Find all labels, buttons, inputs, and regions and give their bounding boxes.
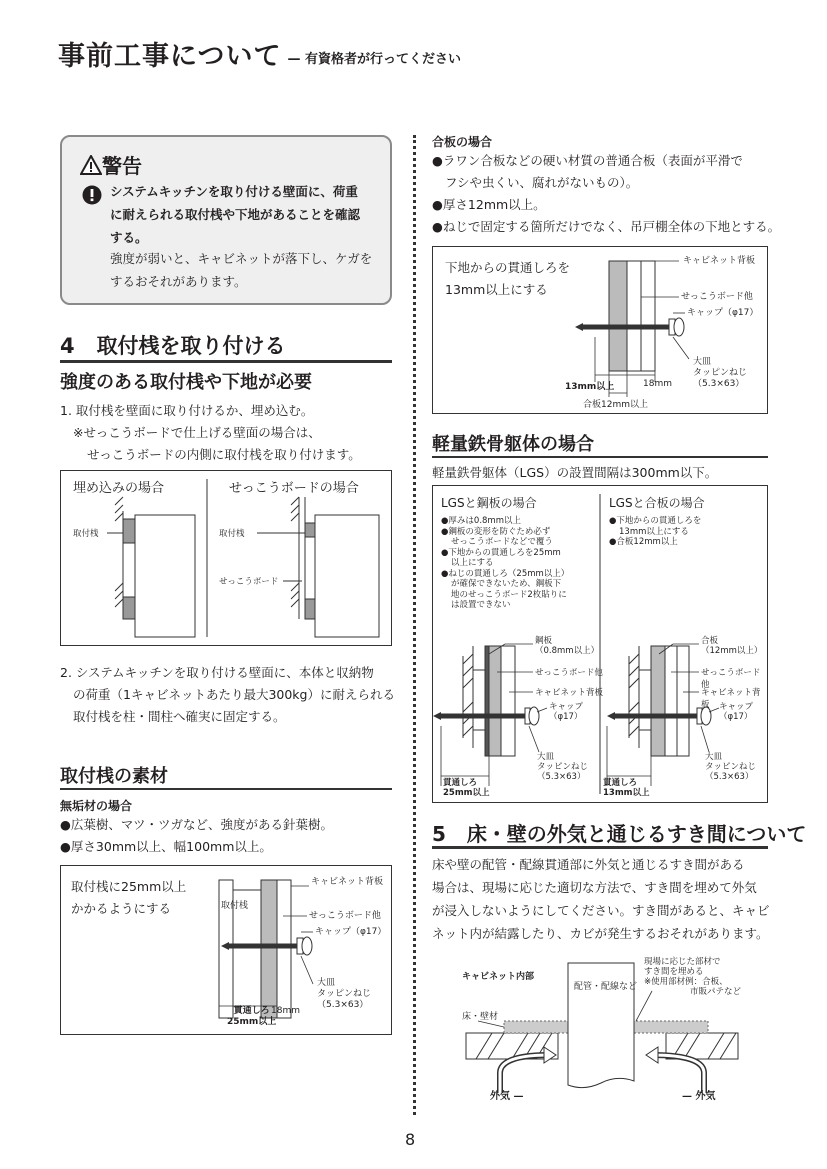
body-line: 床や壁の配管・配線貫通部に外気と通じるすき間がある xyxy=(432,857,745,872)
fill-line: 現場に応じた部材で xyxy=(644,957,721,967)
section-5-body xyxy=(432,853,770,945)
page-title-text: 事前工事について xyxy=(58,41,282,72)
label-cabinet: キャビネット内部 xyxy=(462,972,535,982)
label-ply-thickness: （12mm以上） xyxy=(701,646,763,656)
label-screw xyxy=(705,752,756,782)
label-sara: 大皿 xyxy=(537,752,555,762)
label-screw-name: タッピンねじ xyxy=(537,762,589,772)
label-cab-back: キャビネット背板 xyxy=(683,256,756,266)
section-rule xyxy=(432,846,768,849)
step-line: の荷重（1キャビネットあたり最大300kg）に耐えられる xyxy=(73,687,395,702)
plywood-lines xyxy=(432,150,780,238)
column-divider xyxy=(413,135,416,1115)
body-line: ネット内が結露したり、カビが発生するおそれがあります。 xyxy=(432,926,769,941)
label-penetration xyxy=(443,778,490,798)
label-18mm: 18mm xyxy=(271,1006,300,1016)
section-number: 5 xyxy=(432,822,446,846)
label-pen-val: 25mm以上 xyxy=(227,1017,277,1027)
note-line: ●合板12mm以上 xyxy=(609,537,678,547)
label-cap-name: キャップ xyxy=(719,702,754,712)
warning-line: システムキッチンを取り付ける壁面に、荷重 xyxy=(110,184,358,199)
label-sanda: 取付桟 xyxy=(73,529,99,539)
label-plate xyxy=(535,636,599,656)
figure-solid-wood xyxy=(60,865,392,1035)
step-line: ※せっこうボードで仕上げる壁面の場合は、 xyxy=(73,425,321,440)
note-line: 地のせっこうボード2枚貼りに xyxy=(451,589,567,600)
label-cap: キャップ（φ17） xyxy=(687,308,759,318)
label-screw-size: （5.3×63） xyxy=(705,772,754,782)
solid-line: ●厚さ30mm以上、幅100mm以上。 xyxy=(60,839,272,854)
plywood-line: ●ラワン合板などの硬い材質の普通合板（表面が平滑で xyxy=(432,153,743,168)
label-pen: 貫通しろ xyxy=(443,778,478,788)
label-cab-back: キャビネット背板 xyxy=(535,688,604,698)
label-cap-d: （φ17） xyxy=(719,712,753,722)
label-ply-name: 合板 xyxy=(701,636,719,646)
lgs-heading: 軽量鉄骨躯体の場合 xyxy=(432,434,594,455)
fig-left-title: 埋め込みの場合 xyxy=(73,481,165,496)
warning-line: する。 xyxy=(110,230,148,245)
label-screw xyxy=(693,357,747,390)
note-line: ●下地からの貫通しろを25mm xyxy=(441,547,561,558)
label-board: せっこうボード xyxy=(219,577,279,587)
page-title xyxy=(58,34,461,73)
page-number: 8 xyxy=(405,1130,416,1149)
lgs-right-title: LGSと合板の場合 xyxy=(609,496,705,510)
label-cap xyxy=(549,702,583,722)
plywood-heading: 合板の場合 xyxy=(432,135,493,149)
fig-right-title: せっこうボードの場合 xyxy=(229,481,359,496)
warning-title xyxy=(80,150,142,179)
label-sanda: 取付桟 xyxy=(221,901,249,911)
label-fill xyxy=(644,957,741,997)
label-outside-left: 外気 — xyxy=(490,1091,524,1102)
note-line: 13mm以上にする xyxy=(619,526,689,537)
label-penetration xyxy=(227,1006,276,1028)
fill-line: 市販パテなど xyxy=(690,987,742,997)
label-screw-name: タッピンねじ xyxy=(705,762,757,772)
label-screw-name: タッピンねじ xyxy=(317,989,372,999)
fig-note-line: 下地からの貫通しろを xyxy=(445,260,571,275)
label-board: せっこうボード他 xyxy=(535,668,603,678)
plywood-line: フシや虫くい、腐れがないもの）。 xyxy=(445,175,639,190)
label-pen: 13mm以上 xyxy=(565,382,615,392)
lgs-left-notes xyxy=(441,516,569,611)
label-ply xyxy=(701,636,762,656)
note-line: ●鋼板の変形を防ぐため必ず xyxy=(441,526,551,537)
step-line: 1. 取付桟を壁面に取り付けるか、埋め込む。 xyxy=(60,403,314,418)
label-cab-back: キャビネット背板 xyxy=(701,688,761,710)
warning-triangle-icon xyxy=(80,155,102,175)
warning-line: に耐えられる取付桟や下地があることを確認 xyxy=(110,207,361,222)
section-4-heading xyxy=(60,330,286,360)
label-sara: 大皿 xyxy=(693,357,712,367)
fig-note-line: 取付桟に25mm以上 xyxy=(71,879,187,894)
plywood-line: ●ねじで固定する箇所だけでなく、吊戸棚全体の下地とする。 xyxy=(432,219,781,234)
label-pen: 貫通しろ xyxy=(603,778,638,788)
label-plate-thickness: （0.8mm以上） xyxy=(535,646,600,656)
note-line: ●ねじの貫通しろ（25mm以上） xyxy=(441,568,570,579)
solid-line: ●広葉樹、マツ・ツガなど、強度がある針葉樹。 xyxy=(60,817,334,832)
label-cap: キャップ（φ17） xyxy=(315,927,387,937)
label-cap xyxy=(719,702,753,722)
warning-bold-text xyxy=(110,180,360,249)
label-pen-val: 25mm以上 xyxy=(443,788,490,798)
label-cab-back: キャビネット背板 xyxy=(311,877,384,887)
label-floor: 床・壁材 xyxy=(462,1012,499,1022)
plywood-line: ●厚さ12mm以上。 xyxy=(432,197,546,212)
label-cap-d: （φ17） xyxy=(549,712,583,722)
materials-rule xyxy=(60,788,392,790)
lgs-right-notes xyxy=(609,516,701,548)
label-ply: 合板12mm以上 xyxy=(583,400,648,410)
label-screw-name: タッピンねじ xyxy=(693,368,748,378)
warning-line: するおそれがあります。 xyxy=(110,274,247,289)
plywood-fig-note xyxy=(445,257,570,301)
label-screw-size: （5.3×63） xyxy=(693,379,745,389)
step-2 xyxy=(60,662,395,728)
label-sanda: 取付桟 xyxy=(219,529,245,539)
body-line: 場合は、現場に応じた適切な方法で、すき間を埋めて外気 xyxy=(432,880,757,895)
note-line: ●厚みは0.8mm以上 xyxy=(441,516,521,526)
label-screw-size: （5.3×63） xyxy=(317,1000,369,1010)
figure-gap xyxy=(432,955,768,1105)
warning-line: 強度が弱いと、キャビネットが落下し、ケガを xyxy=(110,251,373,266)
fig-note-line: 13mm以上にする xyxy=(445,282,548,297)
page-subtitle: — 有資格者が行ってください xyxy=(287,52,461,67)
label-sara: 大皿 xyxy=(705,752,723,762)
label-board: せっこうボード他 xyxy=(681,292,753,302)
lgs-rule xyxy=(432,456,768,458)
label-pipe: 配管・配線など xyxy=(574,982,638,992)
lgs-intro: 軽量鉄骨躯体（LGS）の設置間隔は300mm以下。 xyxy=(432,465,718,480)
label-18mm: 18mm xyxy=(643,379,672,389)
step-line: せっこうボードの内側に取付桟を取り付けます。 xyxy=(87,447,361,462)
figure-mount-methods xyxy=(60,470,392,646)
warning-title-text: 警告 xyxy=(102,154,142,178)
label-board: せっこうボード他 xyxy=(701,668,761,690)
lgs-left-title: LGSと鋼板の場合 xyxy=(441,496,537,510)
solid-heading: 無垢材の場合 xyxy=(60,799,133,813)
step-line: 2. システムキッチンを取り付ける壁面に、本体と収納物 xyxy=(60,665,374,680)
fig-note-line: かかるようにする xyxy=(71,901,172,916)
solid-lines xyxy=(60,814,333,858)
note-line: 以上にする xyxy=(451,558,494,568)
note-line: ●下地からの貫通しろを xyxy=(609,516,702,526)
label-board: せっこうボード他 xyxy=(309,911,381,921)
label-outside-right: — 外気 xyxy=(682,1091,716,1102)
label-plate-name: 鋼板 xyxy=(535,636,553,646)
section-title: 取付桟を取り付ける xyxy=(96,334,286,358)
warning-normal-text xyxy=(110,247,372,293)
fill-line: ※使用部材例：合板、 xyxy=(644,977,728,987)
section-5-heading xyxy=(432,818,806,847)
label-pen: 貫通しろ xyxy=(233,1006,270,1016)
figure-plywood xyxy=(432,246,768,414)
label-cap-name: キャップ xyxy=(549,702,584,712)
step-1 xyxy=(60,400,361,466)
figure-lgs xyxy=(432,485,768,803)
label-pen-val: 13mm以上 xyxy=(603,788,650,798)
label-screw-size: （5.3×63） xyxy=(537,772,586,782)
exclamation-icon xyxy=(82,185,102,205)
note-line: が確保できないため、鋼板下 xyxy=(451,579,562,589)
label-sara: 大皿 xyxy=(317,978,336,988)
fill-line: すき間を埋める xyxy=(644,967,704,977)
note-line: は設置できない xyxy=(451,600,511,610)
label-screw xyxy=(537,752,588,782)
fig2-note xyxy=(71,876,186,920)
note-line: せっこうボードなどで覆う xyxy=(451,537,553,547)
section-rule xyxy=(60,360,392,363)
section-number: 4 xyxy=(60,334,75,358)
materials-heading: 取付桟の素材 xyxy=(60,766,168,787)
step-line: 取付桟を柱・間柱へ確実に固定する。 xyxy=(73,709,286,724)
section-title: 床・壁の外気と通じるすき間について xyxy=(466,822,807,846)
label-screw xyxy=(317,978,371,1011)
label-penetration xyxy=(603,778,650,798)
section-4-subheading: 強度のある取付桟や下地が必要 xyxy=(60,372,312,393)
body-line: が浸入しないようにしてください。すき間があると、キャビ xyxy=(432,903,770,918)
